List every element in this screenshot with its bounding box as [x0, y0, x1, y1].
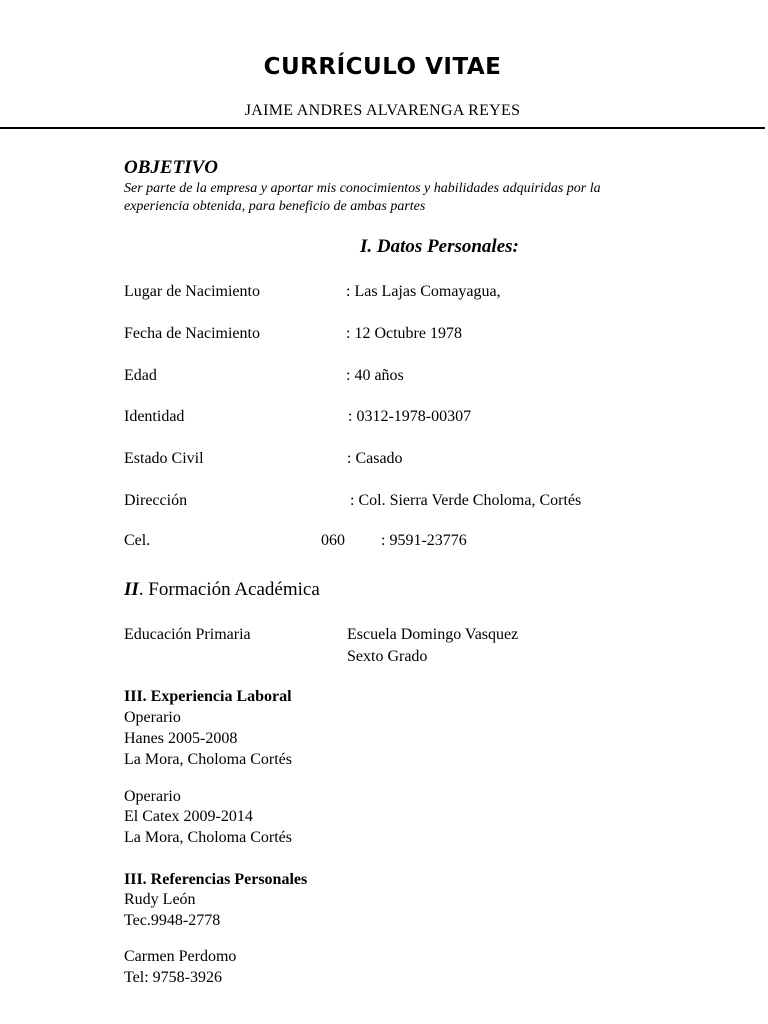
objective-line-1: Ser parte de la empresa y aportar mis conocimientos y habilidades adquiridas por la	[124, 181, 601, 196]
job-2-company: El Catex 2009-2014	[124, 808, 253, 825]
school-name: Escuela Domingo Vasquez	[347, 626, 519, 643]
id-label: Identidad	[124, 408, 185, 425]
job-2-location: La Mora, Choloma Cortés	[124, 829, 292, 846]
birthplace-label: Lugar de Nacimiento	[124, 283, 260, 300]
cell-label: Cel.	[124, 532, 151, 549]
education-heading-text: . Formación Académica	[138, 579, 320, 600]
grade-completed: Sexto Grado	[347, 648, 428, 665]
age-label: Edad	[124, 367, 157, 384]
reference-1-phone: Tec.9948-2778	[124, 912, 221, 929]
address-label: Dirección	[124, 492, 188, 509]
civil-status-value: : Casado	[347, 450, 403, 467]
education-heading	[124, 579, 320, 601]
education-heading-number: II	[124, 579, 139, 600]
cell-prefix: 060	[321, 532, 345, 549]
experience-heading: III. Experiencia Laboral	[124, 688, 292, 705]
objective-heading: OBJETIVO	[124, 157, 218, 178]
candidate-name: JAIME ANDRES ALVARENGA REYES	[244, 102, 521, 119]
personal-data-heading: I. Datos Personales:	[360, 236, 519, 257]
reference-2-phone: Tel: 9758-3926	[124, 969, 222, 986]
id-value: : 0312-1978-00307	[348, 408, 472, 425]
civil-status-label: Estado Civil	[124, 450, 204, 467]
job-1-location: La Mora, Choloma Cortés	[124, 751, 292, 768]
birthdate-label: Fecha de Nacimiento	[124, 325, 260, 342]
objective-line-2: experiencia obtenida, para beneficio de ambas partes	[124, 199, 426, 214]
job-1-company: Hanes 2005-2008	[124, 730, 238, 747]
birthplace-value: : Las Lajas Comayagua,	[346, 283, 501, 300]
header-divider	[0, 127, 765, 129]
address-value: : Col. Sierra Verde Choloma, Cortés	[350, 492, 582, 509]
job-2-role: Operario	[124, 788, 181, 805]
document-title: CURRÍCULO VITAE	[263, 54, 502, 80]
job-1-role: Operario	[124, 709, 181, 726]
references-heading: III. Referencias Personales	[124, 871, 308, 888]
primary-education-label: Educación Primaria	[124, 626, 251, 643]
reference-2-name: Carmen Perdomo	[124, 948, 237, 965]
reference-1-name: Rudy León	[124, 891, 196, 908]
birthdate-value: : 12 Octubre 1978	[346, 325, 462, 342]
age-value: : 40 años	[346, 367, 404, 384]
cell-value: : 9591-23776	[381, 532, 467, 549]
